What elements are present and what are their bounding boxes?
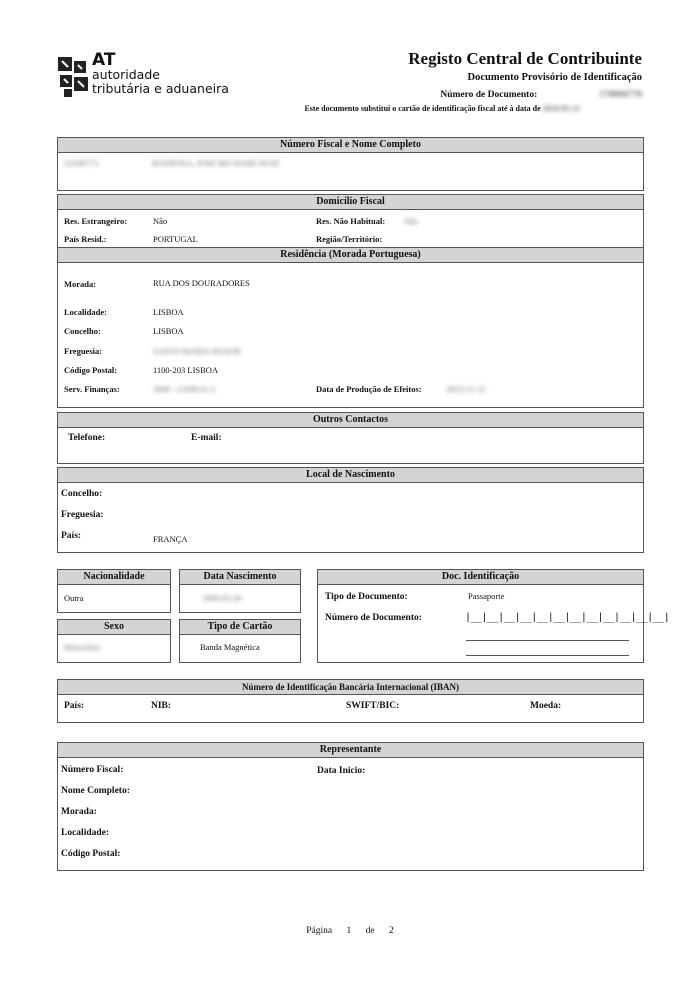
representante-section [57, 742, 644, 871]
doc-identificacao-header: Doc. Identificação [318, 570, 643, 585]
pais-resid-label: País Resid.: [64, 234, 107, 244]
nascimento-section [57, 467, 644, 553]
tipo-cartao-value: Banda Magnética [200, 642, 260, 652]
at-logo-emblem [56, 55, 90, 99]
data-nascimento-value: 1999-05-20 [202, 593, 242, 603]
representante-header: Representante [58, 743, 643, 758]
page-number: 1 [346, 926, 352, 936]
rep-codigo-postal-label: Código Postal: [61, 849, 121, 859]
serv-financas-label: Serv. Finanças: [64, 384, 120, 394]
page-footer [0, 926, 700, 936]
tipo-documento-label: Tipo de Documento: [325, 592, 408, 602]
res-nao-habitual-label: Res. Não Habitual: [316, 216, 386, 226]
nib-label: NIB: [151, 701, 172, 711]
moeda-label: Moeda: [530, 701, 562, 711]
validity-notice [304, 104, 580, 113]
nif-name-header: Número Fiscal e Nome Completo [58, 138, 643, 153]
codigo-postal-label: Código Postal: [64, 365, 118, 375]
serv-financas-value: 3069 - LISBOA-3 [153, 384, 215, 394]
sexo-header: Sexo [58, 620, 170, 635]
res-estrangeiro-value: Não [153, 216, 168, 226]
codigo-postal-value: 1100-203 LISBOA [153, 365, 219, 375]
concelho-value: LISBOA [153, 326, 184, 336]
rep-morada-label: Morada: [61, 807, 97, 817]
data-nascimento-box [179, 569, 301, 613]
morada-value: RUA DOS DOURADORES [153, 278, 250, 288]
localidade-label: Localidade: [64, 307, 107, 317]
iban-section [57, 679, 644, 723]
document-number-value: 170066770 [599, 90, 642, 100]
sexo-box [57, 619, 171, 663]
logo-line-1: autoridade [92, 67, 160, 82]
nacionalidade-value: Outra [64, 593, 84, 603]
residencia-header: Residência (Morada Portuguesa) [58, 247, 643, 263]
page-total: 2 [388, 926, 394, 936]
rep-numero-fiscal-label: Número Fiscal: [61, 765, 124, 775]
iban-header: Número de Identificação Bancária Internacional (IBAN) [58, 680, 643, 695]
document-number-label: Número de Documento: [440, 90, 538, 100]
sexo-value: Masculino [64, 642, 100, 652]
nasc-freguesia-label: Freguesia: [61, 510, 104, 520]
numero-documento-boxes: |__|__|__|__|__|__|__|__|__|__|__|__| [465, 612, 670, 623]
res-nao-habitual-value: Não [404, 216, 419, 226]
nacionalidade-header: Nacionalidade [58, 570, 170, 585]
localidade-value: LISBOA [153, 307, 184, 317]
freguesia-label: Freguesia: [64, 346, 103, 356]
nif-value: 22269775 [64, 158, 98, 168]
pais-resid-value: PORTUGAL [153, 234, 198, 244]
nif-name-section [57, 137, 644, 191]
validity-notice-text: Este documento substitui o cartão de identificação fiscal até à data de [304, 104, 541, 113]
page-of-label: de [365, 926, 375, 936]
tipo-cartao-header: Tipo de Cartão [180, 620, 300, 635]
nasc-concelho-label: Concelho: [61, 489, 103, 499]
numero-documento-label: Número de Documento: [325, 613, 422, 623]
validity-notice-date: 2024-05-22 [542, 104, 580, 113]
nascimento-header: Local de Nascimento [58, 468, 643, 483]
tipo-documento-value: Passaporte [468, 591, 505, 601]
logo-line-2: tributária e aduaneira [92, 81, 229, 96]
swift-label: SWIFT/BIC: [346, 701, 400, 711]
telefone-label: Telefone: [68, 433, 106, 443]
nacionalidade-box [57, 569, 171, 613]
document-title: Registo Central de Contribuinte [408, 49, 642, 68]
document-subtitle: Documento Provisório de Identificação [467, 72, 642, 83]
freguesia-value: SANTA MARIA MAIOR [153, 346, 241, 356]
concelho-label: Concelho: [64, 326, 101, 336]
nasc-pais-value: FRANÇA [153, 534, 188, 544]
domicilio-header: Domicílio Fiscal [58, 195, 643, 210]
document-number [440, 90, 642, 100]
data-producao-label: Data de Produção de Efeitos: [316, 384, 422, 394]
doc-identificacao-box [317, 569, 670, 663]
data-nascimento-header: Data Nascimento [180, 570, 300, 585]
rep-nome-label: Nome Completo: [61, 786, 130, 796]
domicilio-residencia-section [57, 194, 644, 408]
iban-pais-label: País: [64, 701, 85, 711]
rep-localidade-label: Localidade: [61, 828, 110, 838]
tipo-cartao-box [179, 619, 301, 663]
rep-data-inicio-label: Data Inicio: [317, 766, 366, 776]
morada-label: Morada: [64, 279, 97, 289]
res-estrangeiro-label: Res. Estrangeiro: [64, 216, 128, 226]
contactos-section [57, 412, 644, 464]
doc-line-2 [466, 655, 629, 656]
contactos-header: Outros Contactos [58, 413, 643, 428]
email-label: E-mail: [191, 433, 222, 443]
page-label: Página [306, 926, 333, 936]
doc-line-1 [466, 640, 629, 641]
full-name-value: BARROSA, JOSE BECHARE RUIZ [152, 158, 280, 168]
data-producao-value: 2023-11-15 [446, 384, 486, 394]
logo-abbr: AT [92, 50, 116, 70]
regiao-label: Região/Território: [316, 234, 383, 244]
nasc-pais-label: País: [61, 531, 82, 541]
